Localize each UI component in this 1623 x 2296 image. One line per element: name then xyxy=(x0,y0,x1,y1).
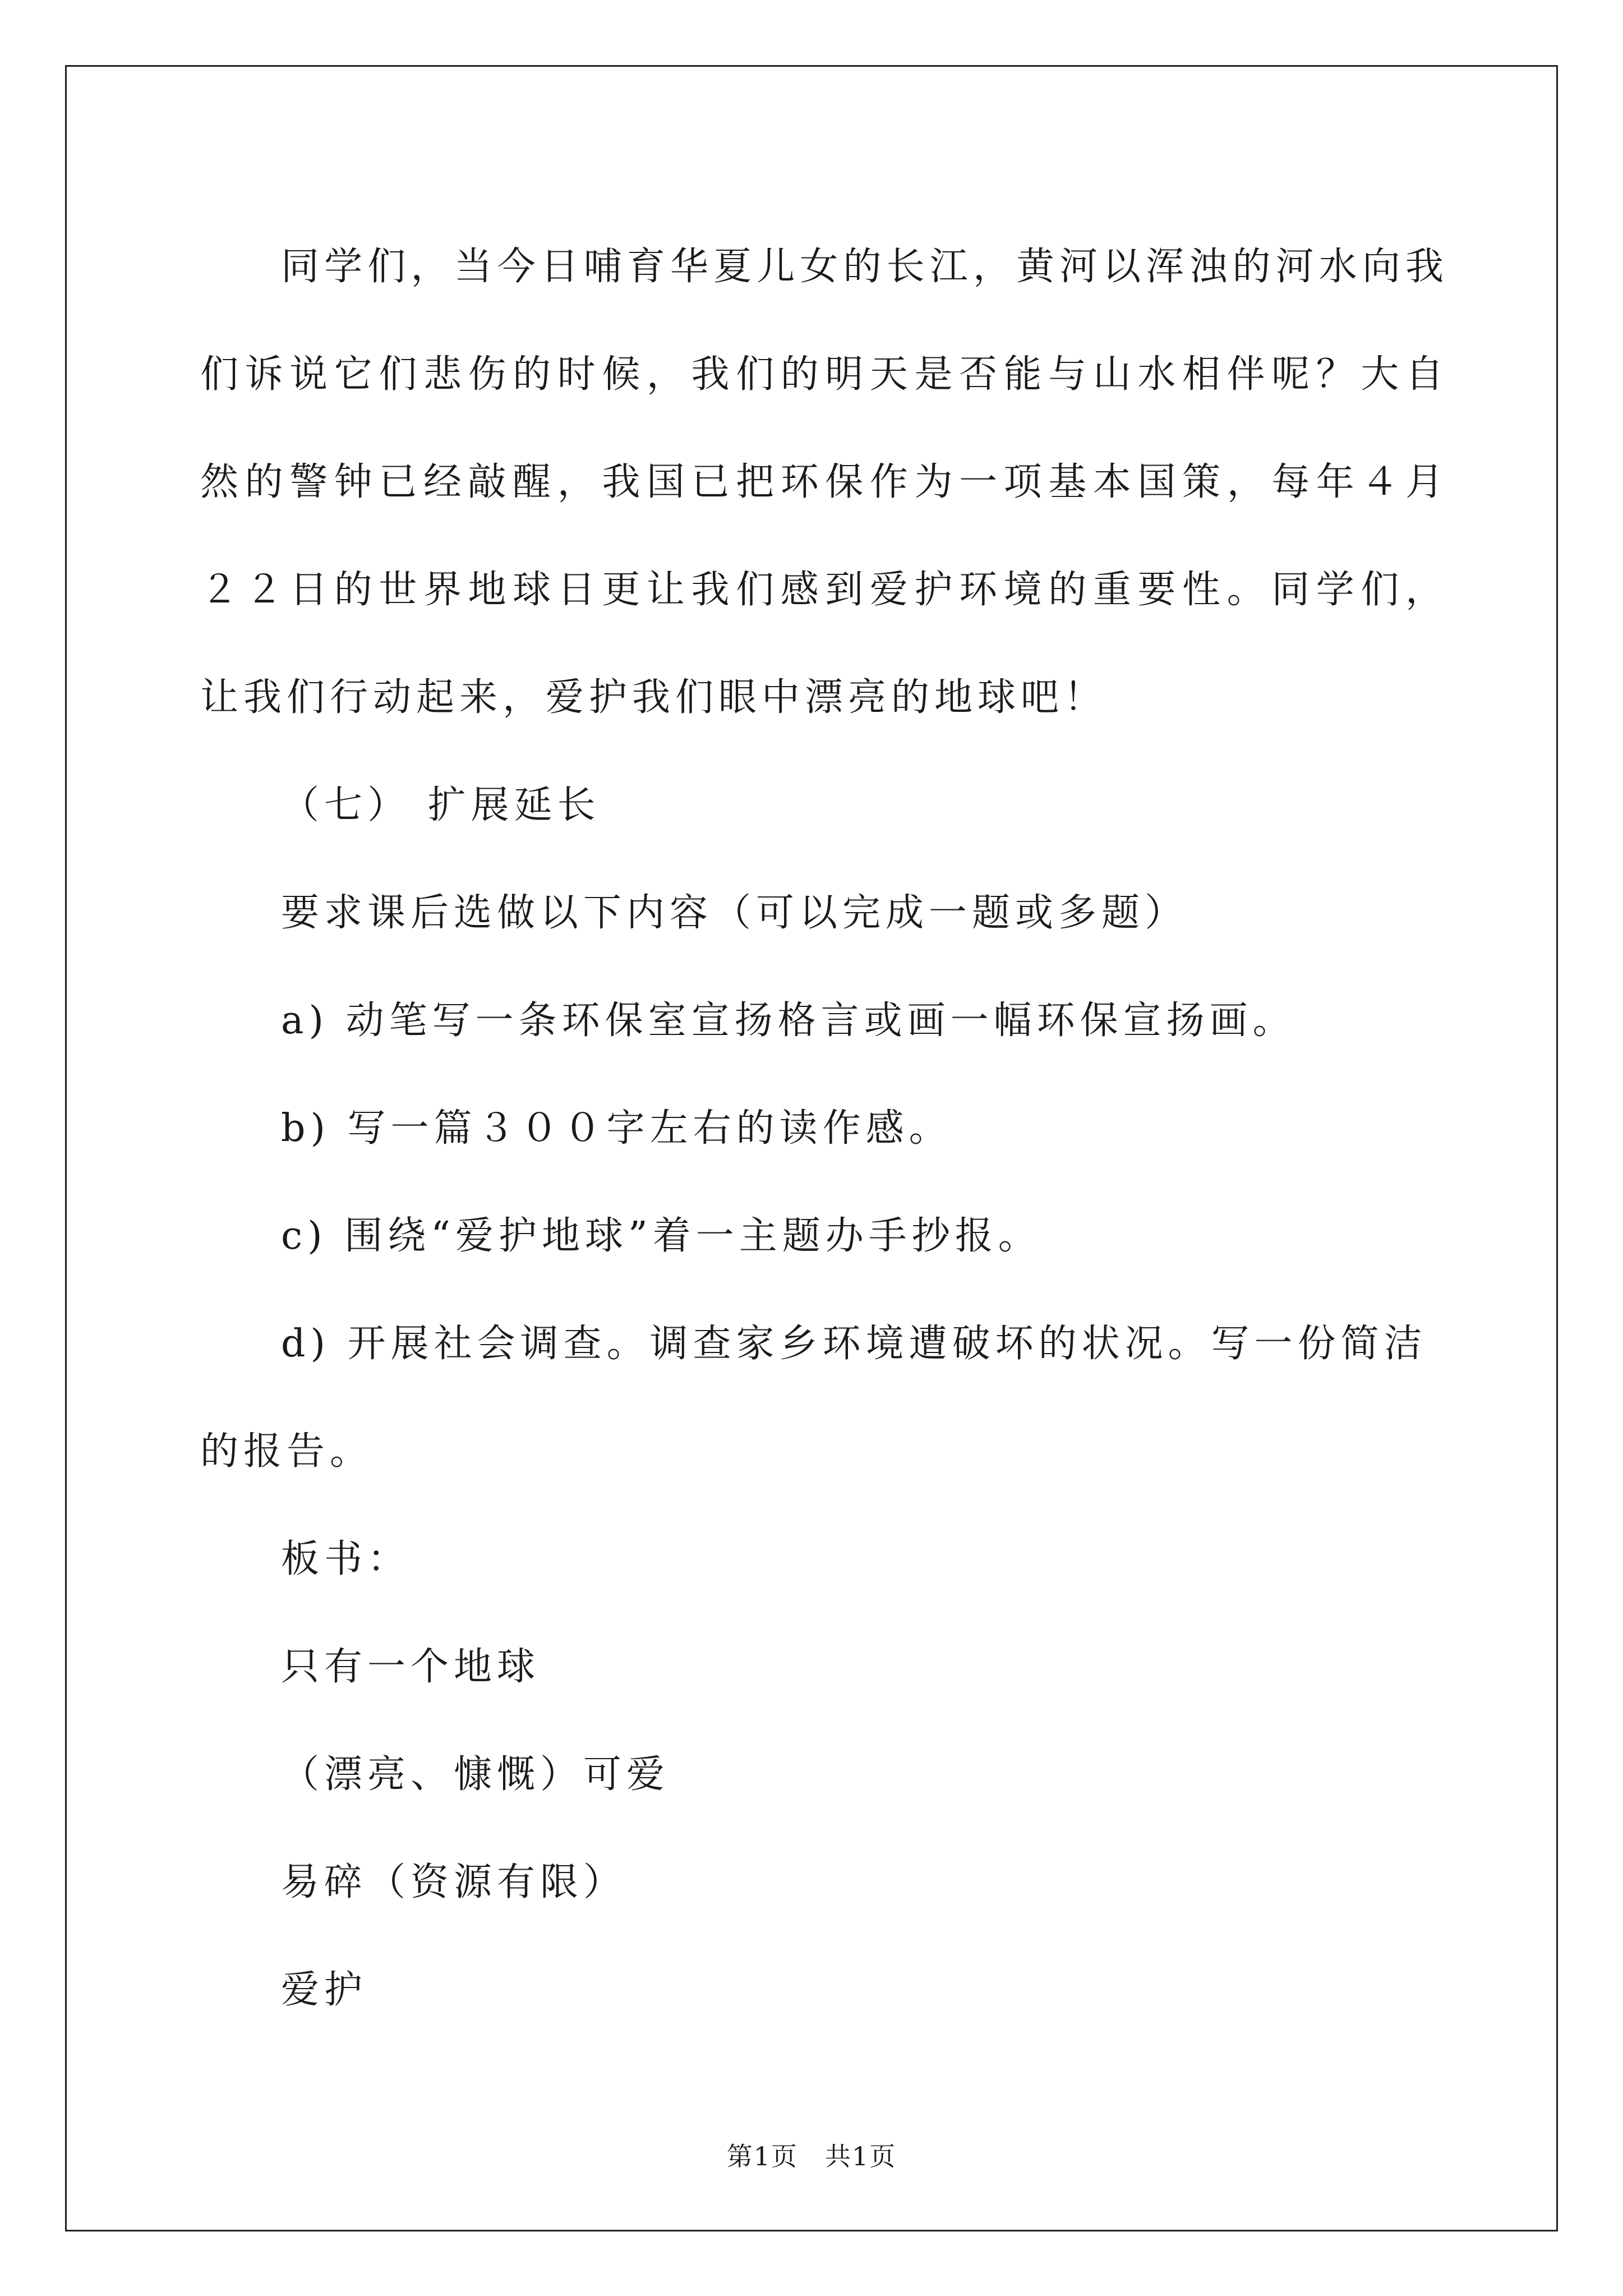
board-label: 板书： xyxy=(281,1537,411,1581)
document-body xyxy=(200,213,1449,2044)
list-item: a) 动笔写一条环保室宣扬格言或画一幅环保宣扬画。 xyxy=(281,999,1296,1043)
board-line: 易碎（资源有限） xyxy=(281,1860,627,1904)
requirement-text: 要求课后选做以下内容（可以完成一题或多题） xyxy=(281,891,1188,935)
list-item: b) 写一篇３００字左右的读作感。 xyxy=(281,1106,952,1151)
section-heading: （七） 扩展延长 xyxy=(281,783,601,827)
board-line: （漂亮、慷慨）可爱 xyxy=(281,1752,670,1797)
board-line: 爱护 xyxy=(281,1968,368,2012)
list-item: c) 围绕“爱护地球”着一主题办手抄报。 xyxy=(281,1214,1041,1258)
page-footer: 第1页 共1页 xyxy=(726,2141,897,2171)
board-line: 只有一个地球 xyxy=(281,1645,541,1689)
list-item: d) 开展社会调查。调查家乡环境遭破坏的状况。写一份简洁的报告。 xyxy=(200,1322,1427,1474)
paragraph-earth-protection: 同学们，当今日哺育华夏儿女的长江，黄河以浑浊的河水向我们诉说它们悲伤的时候，我们的明天是否能与山水相伴呢？大自然的警钟已经敲醒，我国已把环保作为一项基本国策，每年４月２２日的世界地球日更让我们感到爱护环境的重要性。同学们，让我们行动起来，爱护我们眼中漂亮的地球吧！ xyxy=(200,245,1449,720)
